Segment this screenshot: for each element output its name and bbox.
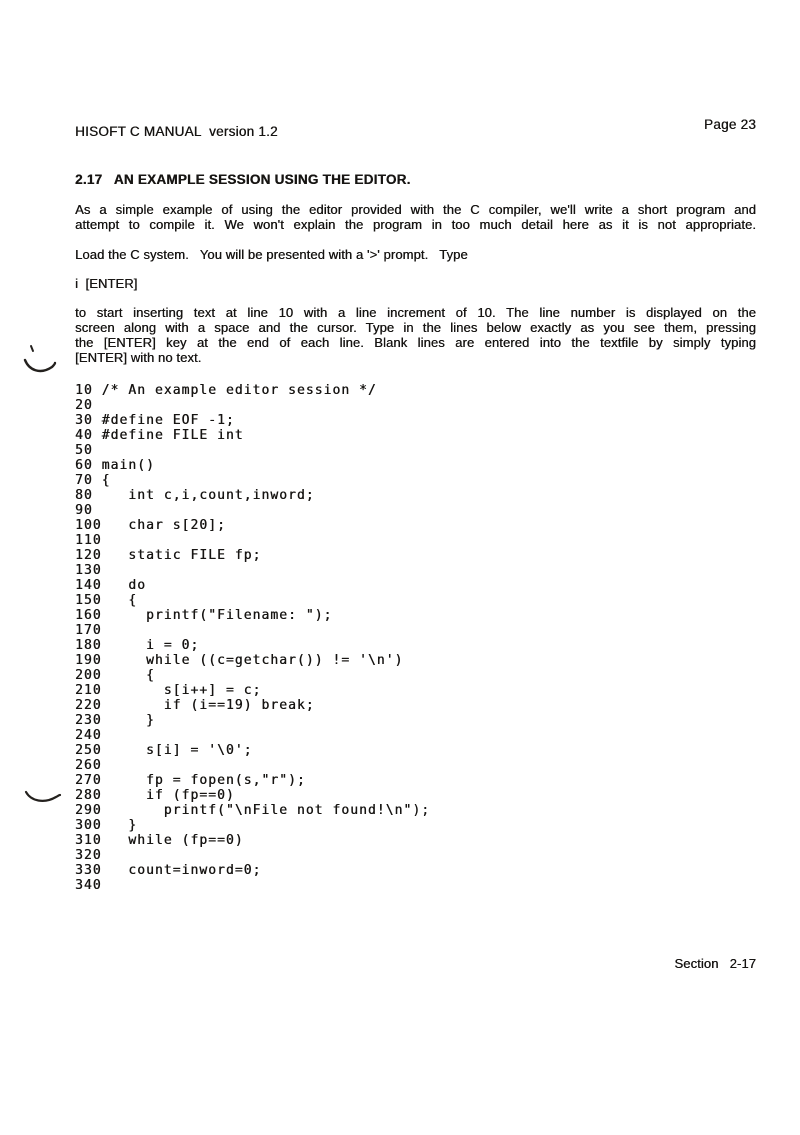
code-line: 130	[75, 563, 102, 578]
code-line: 280 if (fp==0)	[75, 788, 235, 803]
code-line: 300 }	[75, 818, 138, 833]
code-line: 290 printf("\nFile not found!\n");	[75, 803, 431, 818]
code-line: 240	[75, 728, 102, 743]
code-line: 20	[75, 398, 93, 413]
code-line: 170	[75, 623, 102, 638]
code-line: 180 i = 0;	[75, 638, 200, 653]
paragraph-line: attempt to compile it. We won't explain the program in too much detail here as it is not appropriate.	[75, 217, 756, 232]
load-instruction-line: Load the C system. You will be presented with a '>' prompt. Type	[75, 247, 468, 262]
paragraph-line: screen along with a space and the cursor. Type in the lines below exactly as you see them, pressing	[75, 320, 756, 335]
code-line: 70 {	[75, 473, 111, 488]
paragraph-line: to start inserting text at line 10 with a line increment of 10. The line number is displayed on the	[75, 305, 756, 320]
code-line: 160 printf("Filename: ");	[75, 608, 333, 623]
code-line: 340	[75, 878, 102, 893]
code-line: 100 char s[20];	[75, 518, 226, 533]
code-line: 230 }	[75, 713, 155, 728]
paragraph-line: As a simple example of using the editor provided with the C compiler, we'll write a short program and	[75, 202, 756, 217]
code-line: 190 while ((c=getchar()) != '\n')	[75, 653, 404, 668]
code-line: 120 static FILE fp;	[75, 548, 262, 563]
code-line: 270 fp = fopen(s,"r");	[75, 773, 306, 788]
code-line: 220 if (i==19) break;	[75, 698, 315, 713]
code-line: 210 s[i++] = c;	[75, 683, 262, 698]
code-listing	[75, 383, 756, 893]
paragraph-line: the [ENTER] key at the end of each line. Blank lines are entered into the textfile by simply typing	[75, 335, 756, 350]
pen-mark-icon	[20, 338, 68, 382]
page-number: Page 23	[703, 117, 756, 132]
editor-command-line: i [ENTER]	[75, 276, 138, 291]
pen-mark-icon	[22, 782, 68, 814]
code-line: 30 #define EOF -1;	[75, 413, 235, 428]
section-heading: 2.17 AN EXAMPLE SESSION USING THE EDITOR.	[75, 172, 411, 187]
code-line: 330 count=inword=0;	[75, 863, 262, 878]
code-line: 150 {	[75, 593, 138, 608]
code-line: 250 s[i] = '\0';	[75, 743, 253, 758]
code-line: 40 #define FILE int	[75, 428, 244, 443]
code-line: 80 int c,i,count,inword;	[75, 488, 315, 503]
code-line: 110	[75, 533, 102, 548]
code-line: 200 {	[75, 668, 155, 683]
code-line: 90	[75, 503, 93, 518]
page-title: HISOFT C MANUAL version 1.2	[75, 124, 278, 139]
code-line: 310 while (fp==0)	[75, 833, 244, 848]
code-line: 320	[75, 848, 102, 863]
code-line: 50	[75, 443, 93, 458]
code-line: 60 main()	[75, 458, 155, 473]
intro-paragraph	[75, 202, 756, 232]
code-line: 10 /* An example editor session */	[75, 383, 377, 398]
footer-section-label: Section 2-17	[674, 956, 756, 971]
code-line: 260	[75, 758, 102, 773]
code-line: 140 do	[75, 578, 147, 593]
insert-instructions-paragraph	[75, 305, 756, 365]
paragraph-line: [ENTER] with no text.	[75, 350, 202, 365]
